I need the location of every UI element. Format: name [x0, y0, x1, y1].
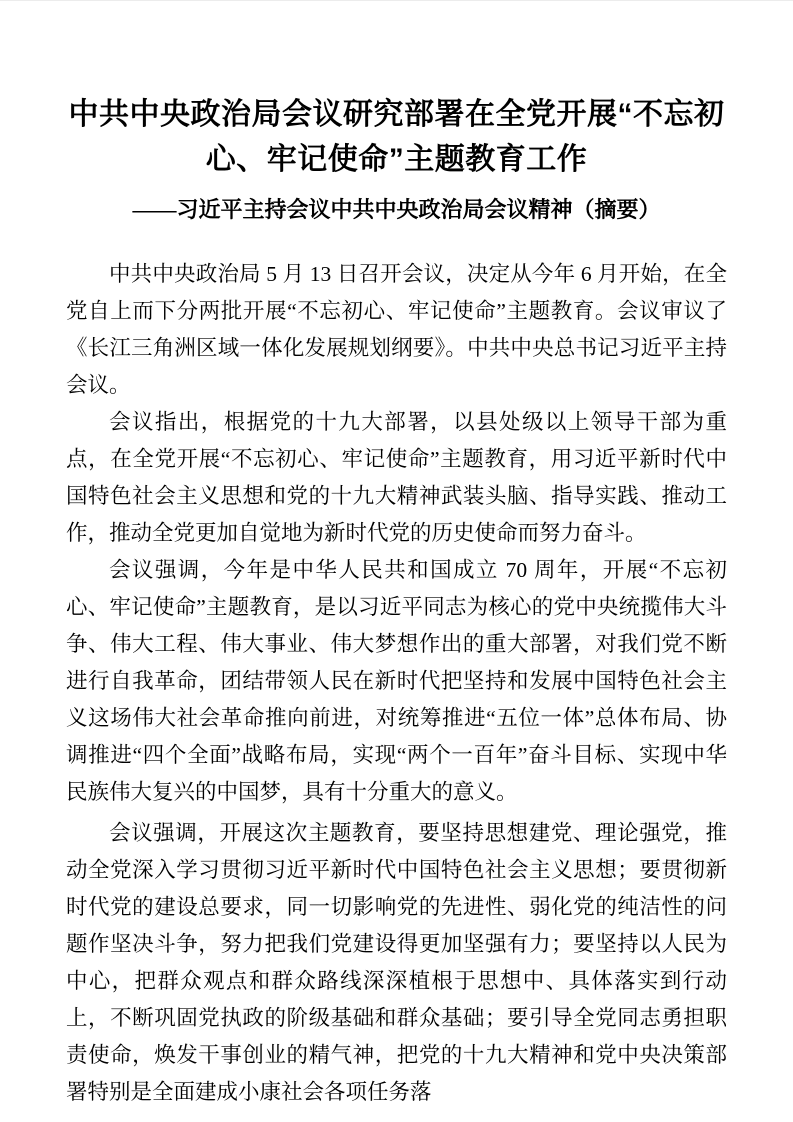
body-paragraph: 会议强调，今年是中华人民共和国成立 70 周年，开展“不忘初心、牢记使命”主题教育，是以习近平同志为核心的党中央统揽伟大斗争、伟大工程、伟大事业、伟大梦想作出的重大部署，对我们党不断进行自我革命，团结带领人民在新时代把坚持和发展中国特色社会主义这场伟大社会革命推向前进，对统筹推进“五位一体”总体布局、协调推进“四个全面”战略布局，实现“两个一百年”奋斗目标、实现中华民族伟大复兴的中国梦，具有十分重大的意义。 [66, 558, 727, 804]
document-title-line-2: 心、牢记使命”主题教育工作 [205, 143, 588, 176]
body-paragraph: 会议指出，根据党的十九大部署，以县处级以上领导干部为重点，在全党开展“不忘初心、牢记使命”主题教育，用习近平新时代中国特色社会主义思想和党的十九大精神武装头脑、指导实践、推动工作，推动全党更加自觉地为新时代党的历史使命而努力奋斗。 [66, 410, 727, 545]
document-title [66, 1, 727, 182]
document-content [0, 1, 793, 1111]
body-paragraph: 中共中央政治局 5 月 13 日召开会议，决定从今年 6 月开始，在全党自上而下分两批开展“不忘初心、牢记使命”主题教育。会议审议了《长江三角洲区域一体化发展规划纲要》。中共中央总书记习近平主持会议。 [66, 262, 727, 397]
document-subtitle: ——习近平主持会议中共中央政治局会议精神（摘要） [132, 197, 661, 222]
body-paragraph: 会议强调，开展这次主题教育，要坚持思想建党、理论强党，推动全党深入学习贯彻习近平新时代中国特色社会主义思想；要贯彻新时代党的建设总要求，同一切影响党的先进性、弱化党的纯洁性的问题作坚决斗争，努力把我们党建设得更加坚强有力；要坚持以人民为中心，把群众观点和群众路线深深植根于思想中、具体落实到行动上，不断巩固党执政的阶级基础和群众基础；要引导全党同志勇担职责使命，焕发干事创业的精气神，把党的十九大精神和党中央决策部署特别是全面建成小康社会各项任务落 [66, 821, 727, 1104]
document-title-line-1: 中共中央政治局会议研究部署在全党开展“不忘初 [68, 98, 725, 131]
document-body [66, 256, 727, 1111]
